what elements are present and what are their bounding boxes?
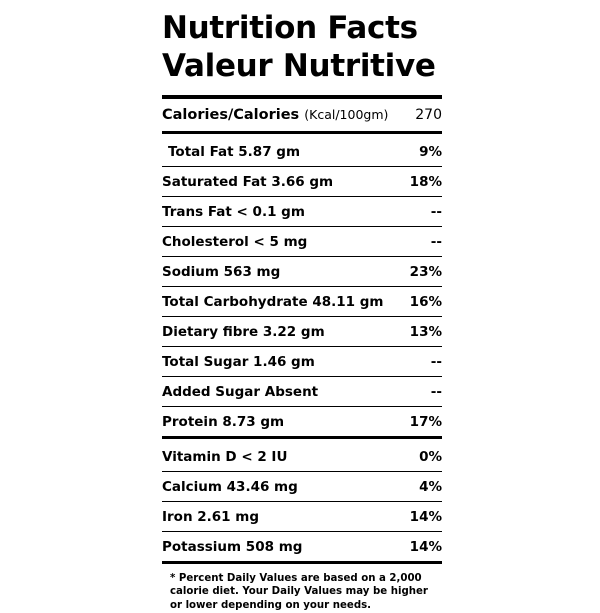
table-row — [162, 287, 442, 316]
nutrient-label: Trans Fat < 0.1 gm — [162, 203, 305, 220]
calories-label-group — [162, 107, 388, 123]
table-row — [162, 167, 442, 196]
calories-row — [162, 99, 442, 131]
vitamin-value: 14% — [409, 538, 442, 555]
nutrient-value: -- — [430, 233, 442, 250]
nutrient-label: Total Fat 5.87 gm — [168, 143, 301, 160]
table-row — [162, 472, 442, 501]
nutrient-value: -- — [430, 353, 442, 370]
nutrient-value: 23% — [409, 263, 442, 280]
nutrient-value: 17% — [409, 413, 442, 430]
table-row — [162, 317, 442, 346]
table-row — [162, 502, 442, 531]
calories-unit: (Kcal/100gm) — [304, 106, 389, 122]
nutrient-value: 9% — [419, 143, 442, 160]
vitamin-value: 0% — [419, 448, 442, 465]
table-row — [162, 442, 442, 471]
nutrient-label: Total Carbohydrate 48.11 gm — [162, 293, 384, 310]
nutrient-value: 18% — [409, 173, 442, 190]
nutrient-value: 16% — [409, 293, 442, 310]
nutrition-facts-label — [162, 0, 442, 612]
table-row — [162, 407, 442, 436]
vitamin-label: Iron 2.61 mg — [162, 508, 260, 525]
daily-value-footnote: * Percent Daily Values are based on a 2,000 calorie diet. Your Daily Values may be higher or lower depending on your needs. — [170, 572, 428, 612]
calories-value: 270 — [415, 106, 442, 123]
nutrient-label: Sodium 563 mg — [162, 263, 281, 280]
vitamin-label: Vitamin D < 2 IU — [162, 448, 288, 465]
nutrient-label: Total Sugar 1.46 gm — [162, 353, 315, 370]
table-row — [162, 137, 442, 166]
nutrient-value: -- — [430, 383, 442, 400]
nutrient-label: Cholesterol < 5 mg — [162, 233, 308, 250]
nutrient-label: Protein 8.73 gm — [162, 413, 285, 430]
page-title-english: Nutrition Facts — [162, 10, 418, 46]
table-row — [162, 257, 442, 286]
table-row — [162, 532, 442, 561]
nutrient-label: Dietary fibre 3.22 gm — [162, 323, 325, 340]
table-row — [162, 377, 442, 406]
nutrient-value: -- — [430, 203, 442, 220]
nutrient-value: 13% — [409, 323, 442, 340]
table-row — [162, 197, 442, 226]
vitamin-value: 4% — [419, 478, 442, 495]
page-title-french: Valeur Nutritive — [162, 47, 436, 84]
label-title-block — [162, 0, 442, 86]
calories-label: Calories/Calories — [162, 106, 300, 123]
vitamin-label: Calcium 43.46 mg — [162, 478, 298, 495]
table-row — [162, 227, 442, 256]
vitamin-value: 14% — [409, 508, 442, 525]
vitamin-label: Potassium 508 mg — [162, 538, 303, 555]
table-row — [162, 347, 442, 376]
nutrient-label: Saturated Fat 3.66 gm — [162, 173, 334, 190]
nutrient-label: Added Sugar Absent — [162, 383, 319, 400]
